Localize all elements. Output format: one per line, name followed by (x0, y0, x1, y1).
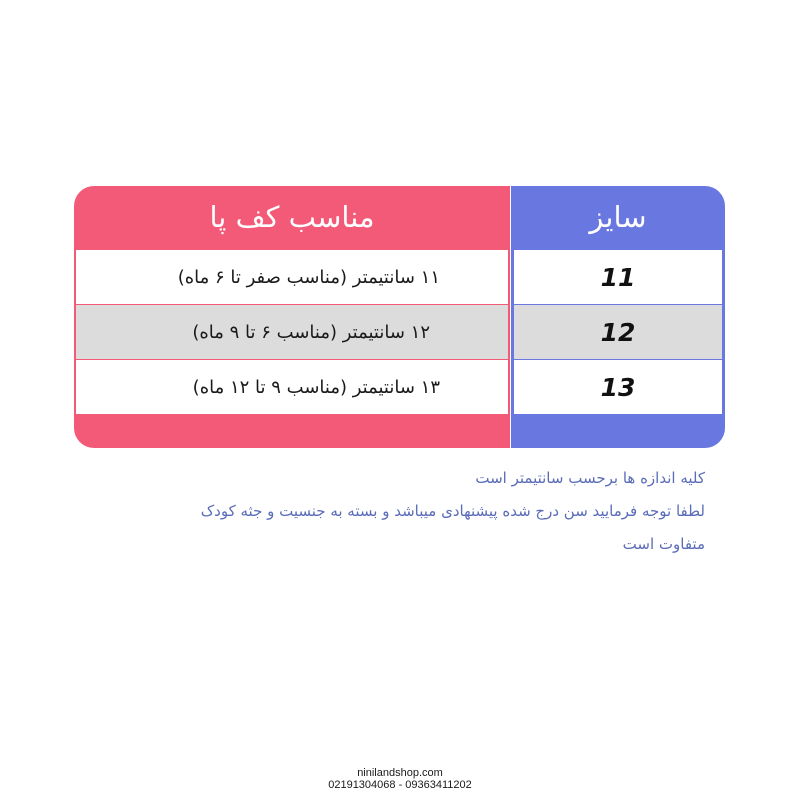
fit-cell (76, 360, 508, 414)
size-cell (514, 250, 722, 304)
table-row (74, 250, 725, 304)
header-size: سایز (589, 200, 647, 234)
fit-cell (76, 305, 508, 359)
size-value: 12 (600, 317, 636, 347)
size-cell (514, 360, 722, 414)
table-row (74, 360, 725, 414)
footer-website: ninilandshop.com (357, 767, 443, 779)
footer-phones: 02191304068 - 09363411202 (328, 779, 472, 791)
fit-text: ۱۱ سانتیمتر (مناسب صفر تا ۶ ماه) (177, 266, 440, 288)
note-line: کلیه اندازه ها برحسب سانتیمتر است (475, 469, 705, 487)
header-fit: مناسب کف پا (209, 200, 375, 234)
table-row (74, 305, 725, 359)
size-cell (514, 305, 722, 359)
note-line: متفاوت است (622, 535, 705, 553)
size-value: 13 (600, 372, 636, 402)
fit-cell (76, 250, 508, 304)
note-line: لطفا توجه فرمایید سن درج شده پیشنهادی میباشد و بسته به جنسیت و جثه کودک (200, 502, 705, 520)
size-value: 11 (600, 262, 636, 292)
size-table (74, 186, 725, 448)
fit-text: ۱۳ سانتیمتر (مناسب ۹ تا ۱۲ ماه) (192, 376, 440, 398)
size-notes (65, 462, 705, 561)
fit-text: ۱۲ سانتیمتر (مناسب ۶ تا ۹ ماه) (192, 321, 430, 343)
